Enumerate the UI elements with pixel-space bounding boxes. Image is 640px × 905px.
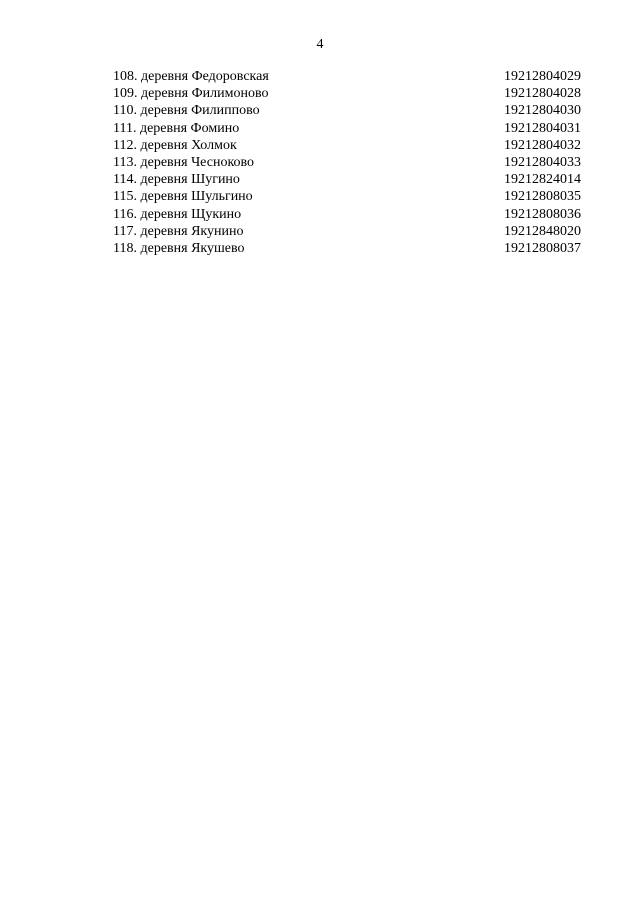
settlement-name: 117. деревня Якунино <box>113 223 244 239</box>
settlement-code: 19212808036 <box>504 206 581 222</box>
list-item <box>113 137 581 154</box>
list-item <box>113 171 581 188</box>
settlement-code: 19212804033 <box>504 154 581 170</box>
settlement-code: 19212804030 <box>504 103 581 119</box>
list-item <box>113 85 581 102</box>
settlement-name: 118. деревня Якушево <box>113 240 245 256</box>
settlement-code: 19212804029 <box>504 69 581 84</box>
settlement-code: 19212848020 <box>504 223 581 239</box>
page-number: 4 <box>316 37 324 52</box>
list-item <box>113 154 581 171</box>
settlement-name: 108. деревня Федоровская <box>113 69 269 84</box>
settlement-code: 19212804032 <box>504 137 581 153</box>
list-item <box>113 206 581 223</box>
list-item <box>113 102 581 119</box>
settlement-code: 19212824014 <box>504 172 581 188</box>
settlement-code: 19212808035 <box>504 189 581 205</box>
settlement-name: 113. деревня Чесноково <box>113 154 255 170</box>
settlement-code: 19212808037 <box>504 240 581 256</box>
settlement-name: 115. деревня Шульгино <box>113 189 253 205</box>
list-item <box>113 68 581 85</box>
settlement-name: 109. деревня Филимоново <box>113 86 269 102</box>
settlement-name: 114. деревня Шугино <box>113 172 240 188</box>
settlement-name: 112. деревня Холмок <box>113 137 237 153</box>
settlement-code: 19212804028 <box>504 86 581 102</box>
settlement-name: 110. деревня Филиппово <box>113 103 260 119</box>
list-item <box>113 223 581 240</box>
list-item <box>113 240 581 257</box>
list-item <box>113 188 581 205</box>
list-item <box>113 120 581 137</box>
settlement-list <box>113 68 581 257</box>
settlement-code: 19212804031 <box>504 120 581 136</box>
settlement-name: 111. деревня Фомино <box>113 120 240 136</box>
settlement-name: 116. деревня Щукино <box>113 206 242 222</box>
